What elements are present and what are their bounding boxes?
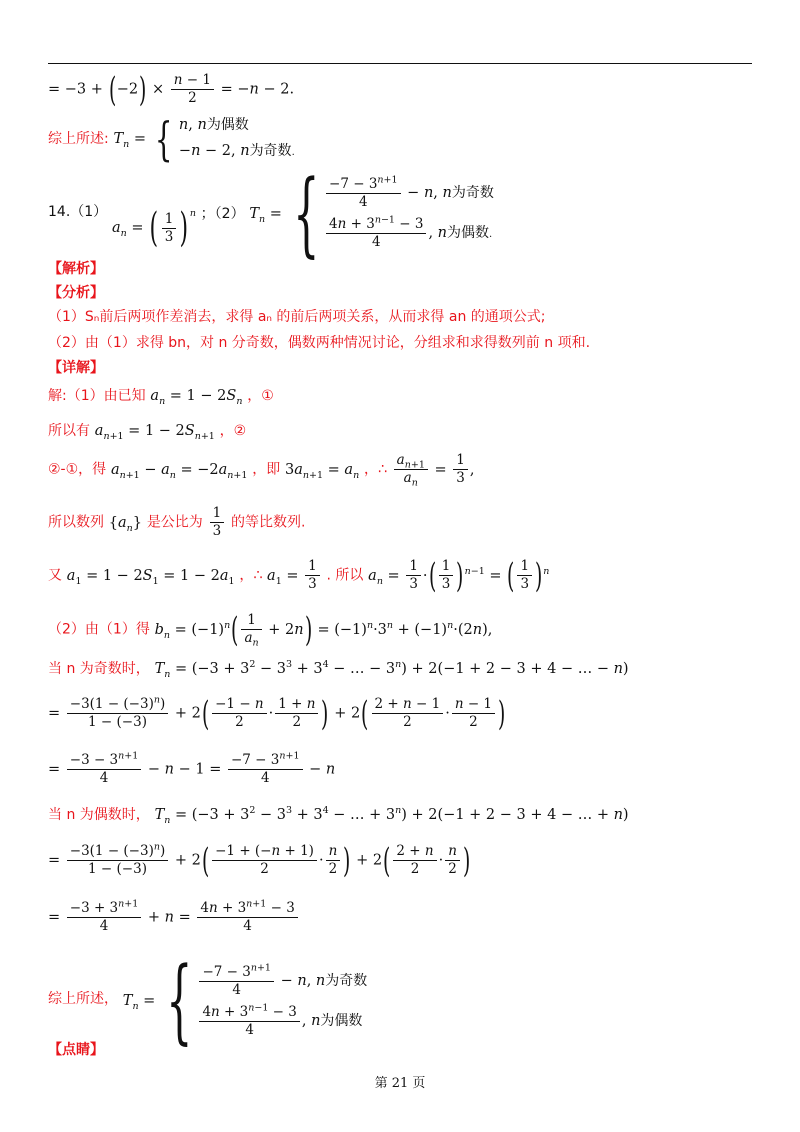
even-case-line: 当 n 为偶数时， $T_n = (-3 + 3^2 - 3^3 + 3^4$ − … + $3^n) + 2(-1 + 2 - 3 + 4$ − … + n) [48, 805, 629, 826]
odd-case-step-1: = $\frac{-3(1 - (-3)^n)}{1 - (-3)}$ + 2( $\frac{-1 - n}{2}$ · $\frac{1 + n}{2}$ ) + 2( $\frac{2 + n - 1}{2}$ · $\frac{n - 1}{2}$ ) [48, 693, 506, 734]
step-2: 所以有 $a_{n+1} = 1 - 2S_{n+1}$ ，② [48, 423, 247, 442]
even-case-step-1: = $\frac{-3(1 - (-3)^n)}{1 - (-3)}$ + 2( $\frac{-1 + (-n + 1)}{2}$ · $\frac{n}{2}$ ) + 2( $\frac{2 + n}{2}$ · $\frac{n}{2}$ ) [48, 840, 471, 881]
equation-line-1: = −3 + (−2) × $\frac{n - 1}{2}$ = −n − 2. [48, 69, 295, 110]
question-14: 14.（1） $a_n$ = ( $\frac{1}{3}$ ) $^n$ ；（2） $T_n$ = { $\frac{-7 - 3^{n+1}}{4}$ − n, n为奇数 $\frac{4n + 3^{n-1} - 3}{4}$ , n为偶数. [48, 160, 494, 267]
step-1: 解:（1）由已知 $a_n = 1 - 2S_n$ ，① [48, 388, 274, 407]
part-2-line: （2）由（1）得 $b_n = (-1)^n$( $\frac{1}{a_n}$ + $2n) = (-1)^n\cdot 3^n + (-1)^n\cdot(2n)$, [48, 609, 493, 650]
section-dianjing: 【点睛】 [48, 1042, 104, 1058]
summary-1: 综上所述: $T_n$ = { n, n为偶数 −n − 2, n为奇数. [48, 112, 295, 166]
top-rule [48, 63, 752, 64]
summary-2: 综上所述， $T_n$ = { $\frac{-7 - 3^{n+1}}{4}$ − n, n为奇数 $\frac{4n + 3^{n-1} - 3}{4}$ , n为偶数 [48, 947, 368, 1054]
step-5: 又 $a_1 = 1 - 2S_1 = 1 - 2a_1$ ，∴ $a_1$ = $\frac{1}{3}$ . 所以 $a_n$ = $\frac{1}{3}$ ·( $\frac{1}{3}$ )$^{n-1}$ = ( $\frac{1}{3}$ )$^n$ [48, 555, 550, 596]
analysis-line-1: （1）Sₙ前后两项作差消去，求得 aₙ 的前后两项关系，从而求得 an 的通项公式; [48, 309, 546, 325]
step-3: ②-①，得 $a_{n+1} - a_n = -2a_{n+1}$ ，即 $3a_{n+1} = a_n$ ，∴ $\frac{a_{n+1}}{a_n}$ = $\frac{1}{3}$ , [48, 452, 475, 489]
step-4: 所以数列 $\{a_n\}$ 是公比为 $\frac{1}{3}$ 的等比数列. [48, 505, 306, 539]
section-xiangjie: 【详解】 [48, 360, 104, 376]
odd-case-line: 当 n 为奇数时， $T_n = (-3 + 3^2 - 3^3 + 3^4$ − … − $3^n) + 2(-1 + 2 - 3 + 4$ − … − n) [48, 659, 629, 680]
section-fenxi: 【分析】 [48, 285, 104, 301]
analysis-line-2: （2）由（1）求得 bn，对 n 分奇数，偶数两种情况讨论，分组求和求得数列前 n 项和. [48, 335, 591, 351]
even-case-step-2: = $\frac{-3 + 3^{n+1}}{4}$ + n = $\frac{4n + 3^{n+1} - 3}{4}$ [48, 900, 300, 935]
page-number: 第 21 页 [374, 1076, 426, 1091]
odd-case-step-2: = $\frac{-3 - 3^{n+1}}{4}$ − n − 1 = $\frac{-7 - 3^{n+1}}{4}$ − n [48, 750, 336, 786]
section-jiexi: 【解析】 [48, 261, 104, 277]
